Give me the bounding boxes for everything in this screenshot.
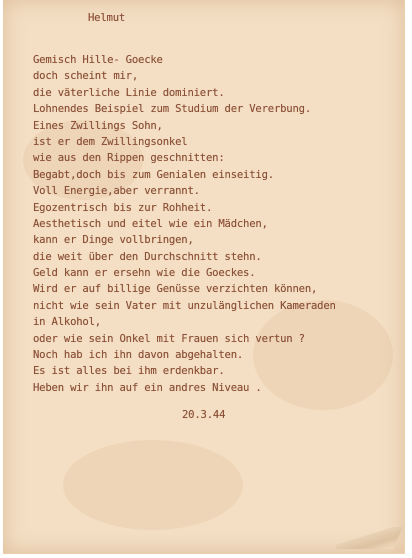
poem-line: die weit über den Durchschnitt stehn. [33,250,262,263]
document-date: 20.3.44 [182,409,226,421]
poem-line: oder wie sein Onkel mit Frauen sich vertun ? [33,332,305,345]
poem-line: Lohnendes Beispiel zum Studium der Vererbung. [33,103,312,116]
poem-line: Geld kann er ersehn wie die Goeckes. [33,267,256,280]
poem-body [33,52,336,396]
poem-line: Begabt,doch bis zum Genialen einseitig. [33,168,274,181]
poem-line: Voll Energie,aber verrannt. [33,185,200,198]
poem-line: wie aus den Rippen geschnitten: [33,152,225,165]
poem-line: Egozentrisch bis zur Rohheit. [33,201,213,214]
poem-line: Heben wir ihn auf ein andres Niveau . [33,381,262,394]
document-title: Helmut [88,12,126,24]
poem-line: Aesthetisch und eitel wie ein Mädchen, [33,217,268,230]
poem-line: Noch hab ich ihn davon abgehalten. [33,349,244,362]
poem-line: Es ist alles bei ihm erdenkbar. [33,365,225,378]
poem-line: die väterliche Linie dominiert. [33,86,225,99]
poem-line: doch scheint mir, [33,70,139,83]
poem-line: nicht wie sein Vater mit unzulänglichen Kameraden [33,299,336,312]
poem-line: Wird er auf billige Genüsse verzichten können, [33,283,318,296]
paper-stain [63,440,243,530]
poem-line: in Alkohol, [33,316,101,329]
folded-corner [335,527,403,549]
poem-line: Gemisch Hille- Goecke [33,54,163,66]
poem-line: kann er Dinge vollbringen, [33,234,194,247]
poem-line: Eines Zwillings Sohn, [33,119,163,132]
poem-line: ist er dem Zwillingsonkel [33,135,188,148]
